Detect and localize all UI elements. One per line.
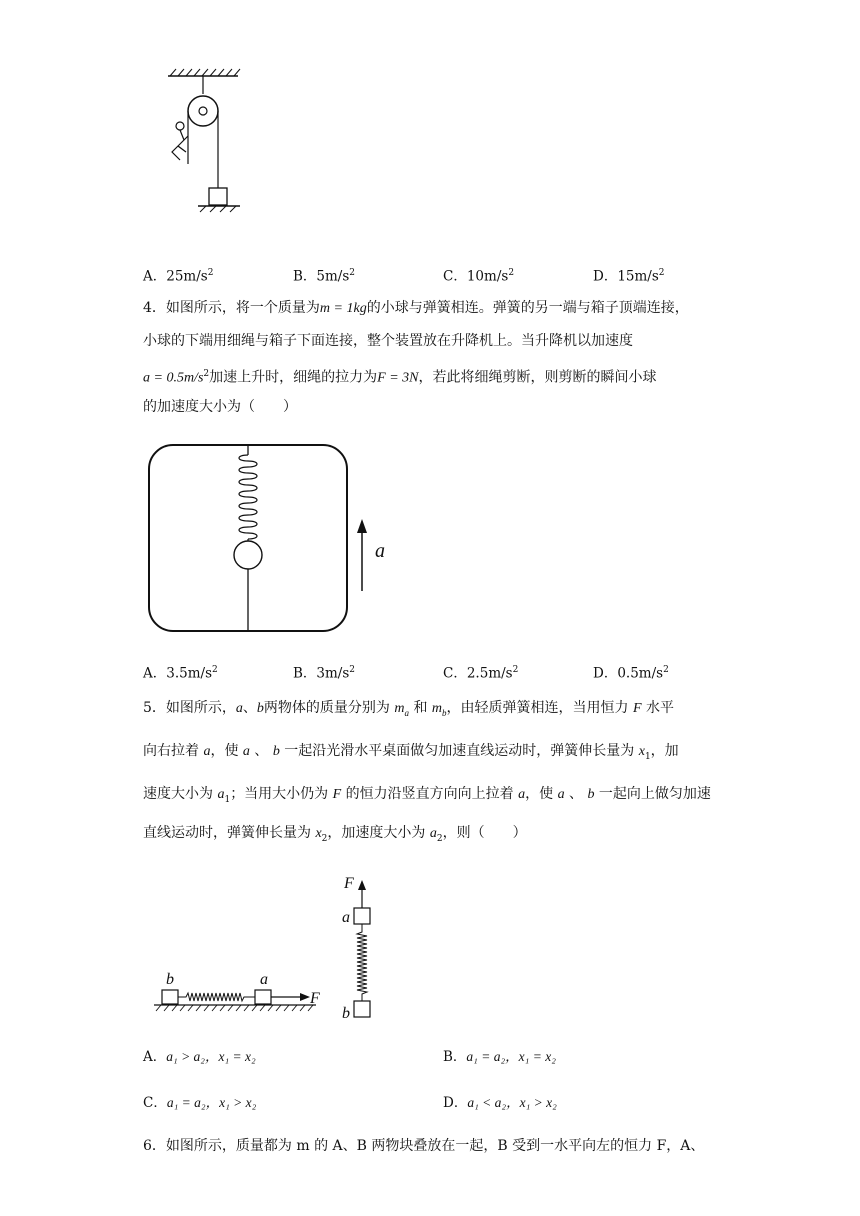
q6-stem-line-1: 6．如图所示，质量都为 m 的 A、B 两物块叠放在一起，B 受到一水平向左的恒力 F，A、 [143, 1138, 705, 1154]
option-value: 0.5m/s [617, 665, 664, 682]
force-label: F [310, 990, 320, 1007]
option-value: 5m/s [316, 268, 350, 285]
option-value: a₁ < a₂，x₁ > x₂ [467, 1095, 557, 1110]
option-value: 25m/s [166, 268, 208, 285]
block-a-label: a [260, 971, 268, 988]
q3-option-b[interactable] [293, 263, 355, 287]
option-value: 3m/s [316, 665, 350, 682]
q5-stem-line-2: 向右拉着 a，使 a 、 b 一起沿光滑水平桌面做匀加速直线运动时，弹簧伸长量为 $x_1$，加 [143, 743, 679, 762]
acceleration-label: a [375, 540, 385, 562]
q5-option-d[interactable] [443, 1093, 557, 1113]
option-letter: B． [443, 1049, 467, 1065]
q3-option-a[interactable] [143, 263, 213, 287]
q4-stem-line-3: $a = 0.5m/s^2$加速上升时，细绳的拉力为F = 3N，若此将细绳剪断，则剪断的瞬间小球 [143, 369, 657, 386]
q3-option-d[interactable] [593, 263, 665, 287]
option-exponent: 2 [349, 268, 356, 278]
option-letter: D． [593, 665, 618, 682]
option-exponent: 2 [663, 665, 669, 675]
q3-option-c[interactable] [443, 263, 514, 287]
q4-stem-line-1: 4．如图所示，将一个质量为m = 1kg的小球与弹簧相连。弹簧的另一端与箱子顶端连接， [143, 300, 689, 316]
q4-stem-line-2: 小球的下端用细绳与箱子下面连接，整个装置放在升降机上。当升降机以加速度 [143, 333, 633, 349]
block-b-label: b [342, 1005, 350, 1022]
q5-stem-line-4: 直线运动时，弹簧伸长量为 $x_2$，加速度大小为 $a_2$，则（ ） [143, 825, 527, 844]
option-value: 15m/s [617, 268, 659, 285]
option-letter: B． [293, 665, 317, 682]
option-letter: A． [143, 268, 167, 285]
option-value: a₁ = a₂，x₁ = x₂ [466, 1049, 556, 1064]
option-value: 10m/s [466, 268, 509, 285]
option-exponent: 2 [508, 268, 515, 278]
q4-option-d[interactable] [593, 660, 669, 684]
option-exponent: 2 [512, 665, 519, 675]
option-value: a₁ = a₂，x₁ > x₂ [166, 1095, 257, 1110]
vertical-spring-figure [338, 870, 388, 1022]
option-letter: D． [593, 268, 618, 285]
option-letter: A． [143, 1049, 167, 1065]
block-a-label: a [342, 909, 350, 926]
option-exponent: 2 [212, 665, 218, 675]
option-exponent: 2 [207, 268, 214, 278]
q5-stem-line-3: 速度大小为 $a_1$；当用大小仍为 F 的恒力沿竖直方向向上拉着 a，使 a 、 b 一起向上做匀加速 [143, 786, 711, 805]
option-exponent: 2 [349, 665, 356, 675]
option-value: 3.5m/s [166, 665, 212, 682]
q5-option-a[interactable] [143, 1047, 256, 1067]
option-letter: B． [293, 268, 317, 285]
option-letter: C． [143, 1095, 167, 1111]
q5-option-b[interactable] [443, 1047, 556, 1067]
force-label: F [344, 875, 354, 892]
q4-stem-line-4: 的加速度大小为（ ） [143, 399, 297, 415]
q4-option-b[interactable] [293, 660, 355, 684]
spring-box-figure [148, 443, 408, 633]
q4-option-a[interactable] [143, 660, 218, 684]
pulley-figure [160, 66, 250, 216]
block-b-label: b [166, 971, 174, 988]
option-letter: D． [443, 1095, 468, 1111]
q4-option-c[interactable] [443, 660, 518, 684]
q5-option-c[interactable] [143, 1093, 256, 1113]
horizontal-spring-figure [154, 968, 334, 1018]
option-letter: C． [443, 665, 467, 682]
option-letter: A． [143, 665, 167, 682]
option-exponent: 2 [658, 268, 665, 278]
option-value: a₁ > a₂，x₁ = x₂ [166, 1049, 256, 1064]
q5-stem-line-1: 5．如图所示，a、b两物体的质量分别为 $m_a$ 和 $m_b$，由轻质弹簧相连，当用恒力 F 水平 [143, 700, 674, 718]
option-letter: C． [443, 268, 467, 285]
option-value: 2.5m/s [466, 665, 513, 682]
